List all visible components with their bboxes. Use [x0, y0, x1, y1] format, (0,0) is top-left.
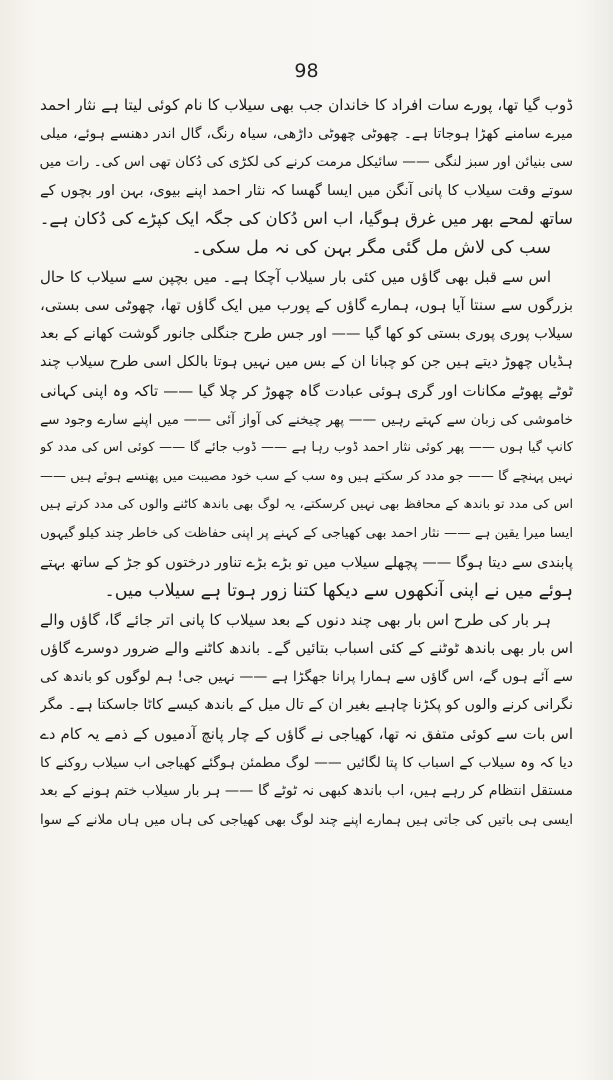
text-line: خاموشی کی زبان سے کہتے رہیں —— پھر چیخنے کی آواز آئی —— میں اپنے سارے وجود سے: [40, 411, 573, 428]
text-line: کانپ گیا ہوں —— پھر کوئی نثار احمد ڈوب رہا ہے —— ڈوب جائے گا —— کوئی اس کی مدد کو: [40, 440, 573, 456]
text-line: اس سے قبل بھی گاؤں میں کئی بار سیلاب آچکا ہے۔ میں بچپن سے سیلاب کا حال: [40, 267, 551, 286]
text-line: میرے سامنے کھڑا ہوجاتا ہے۔ چھوٹی چھوٹی داڑھی، سیاہ رنگ، گال اندر دھنسے ہوئے، میلی: [40, 125, 573, 142]
text-line: سب کی لاش مل گئی مگر بہن کی نہ مل سکی۔: [191, 237, 551, 258]
text-line: بزرگوں سے سنتا آیا ہوں، ہمارے گاؤں کے پورب میں ایک گاؤں تھا، چھوٹی سی بستی،: [40, 296, 573, 315]
text-line: پابندی سے دیتا ہوگا —— پچھلے سیلاب میں تو بڑے بڑے تناور درختوں کو جڑ کے ساتھ بہتے: [40, 554, 573, 571]
text-line: سیلاب پوری پوری بستی کو کھا گیا —— اور جس طرح جنگلی جانور گوشت کھانے کے بعد: [40, 325, 573, 342]
text-line: مستقل انتظام کر رہے ہیں، اب باندھ کبھی نہ ٹوٹے گا —— ہر بار سیلاب ختم ہونے کے بعد: [40, 783, 573, 800]
text-line: ٹوٹے پھوٹے مکانات اور گری ہوئی عبادت گاہ چھوڑ کر چلا گیا —— تاکہ وہ اپنی کہانی: [40, 381, 573, 400]
text-line: ایسی ہی باتیں کی جاتی ہیں ہمارے اپنے چند لوگ بھی کھیاجی کی ہاں میں ہاں ملانے کے سوا: [40, 811, 573, 828]
text-line: نہیں پہنچے گا —— جو مدد کر سکتے ہیں وہ سب کے سب خود مصیبت میں پھنسے ہوئے ہیں ——: [40, 468, 573, 484]
text-line: ایسا میرا یقین ہے —— نثار احمد بھی کھیاجی کے کہنے پر اپنی حفاظت کی خاطر چند کیلو گیہوں: [40, 525, 573, 541]
text-line: اس کی مدد تو باندھ کے محافظ بھی نہیں کرسکتے، یہ لوگ بھی باندھ کاٹنے والوں کی مدد کرتے ہیں: [40, 497, 573, 513]
text-line: سوتے وقت سیلاب کا پانی آنگن میں ایسا گھسا کہ نثار احمد اپنے بیوی، بہن اور بچوں کے: [40, 182, 573, 199]
text-line: سے آئے ہوں گے، اس گاؤں سے ہمارا پرانا جھگڑا ہے —— نہیں جی! ہم لوگوں کو باندھ کی: [40, 668, 573, 685]
text-line: اس بار بھی باندھ ٹوٹنے کے کئی اسباب بتائیں گے۔ باندھ کاٹنے والے ضرور دوسرے گاؤں: [40, 639, 573, 658]
text-line: نگرانی کرنے والوں کو پکڑنا چاہیے بغیر ان کے تال میل کے باندھ کیسے کاٹا جاسکتا ہے۔ مگر: [40, 697, 573, 714]
text-line: ہڈیاں چھوڑ دیتے ہیں جن کو چبانا ان کے بس میں نہیں ہوتا بالکل اسی طرح سیلاب چند: [40, 354, 573, 371]
text-line: ساتھ لمحے بھر میں غرق ہوگیا، اب اس دُکان کی جگہ ایک کپڑے کی دُکان ہے۔: [40, 209, 573, 229]
text-line: ڈوب گیا تھا، پورے سات افراد کا خاندان جب بھی سیلاب کا نام کوئی لیتا ہے نثار احمد: [40, 96, 573, 114]
text-line: ہوئے میں نے اپنی آنکھوں سے دیکھا کتنا زور ہوتا ہے سیلاب میں۔: [104, 581, 573, 602]
text-line: ہر بار کی طرح اس بار بھی چند دنوں کے بعد سیلاب کا پانی اتر جائے گا، گاؤں والے: [40, 610, 551, 629]
body-text: [40, 91, 573, 834]
text-line: دیا کہ وہ سیلاب کے اسباب کا پتا لگائیں —— لوگ مطمئن ہوگئے کھیاجی اب سیلاب روکنے کا: [40, 754, 573, 771]
text-line: اس بات سے کوئی متفق نہ تھا، کھیاجی نے گاؤں کے چار پانچ آدمیوں کے ذمے یہ کام دے: [40, 725, 573, 744]
page-number: 98: [294, 60, 319, 82]
text-line: سی بنیائن اور سبز لنگی —— سائیکل مرمت کرنے کی لکڑی کی دُکان تھی اس کی۔ رات میں: [40, 154, 573, 171]
